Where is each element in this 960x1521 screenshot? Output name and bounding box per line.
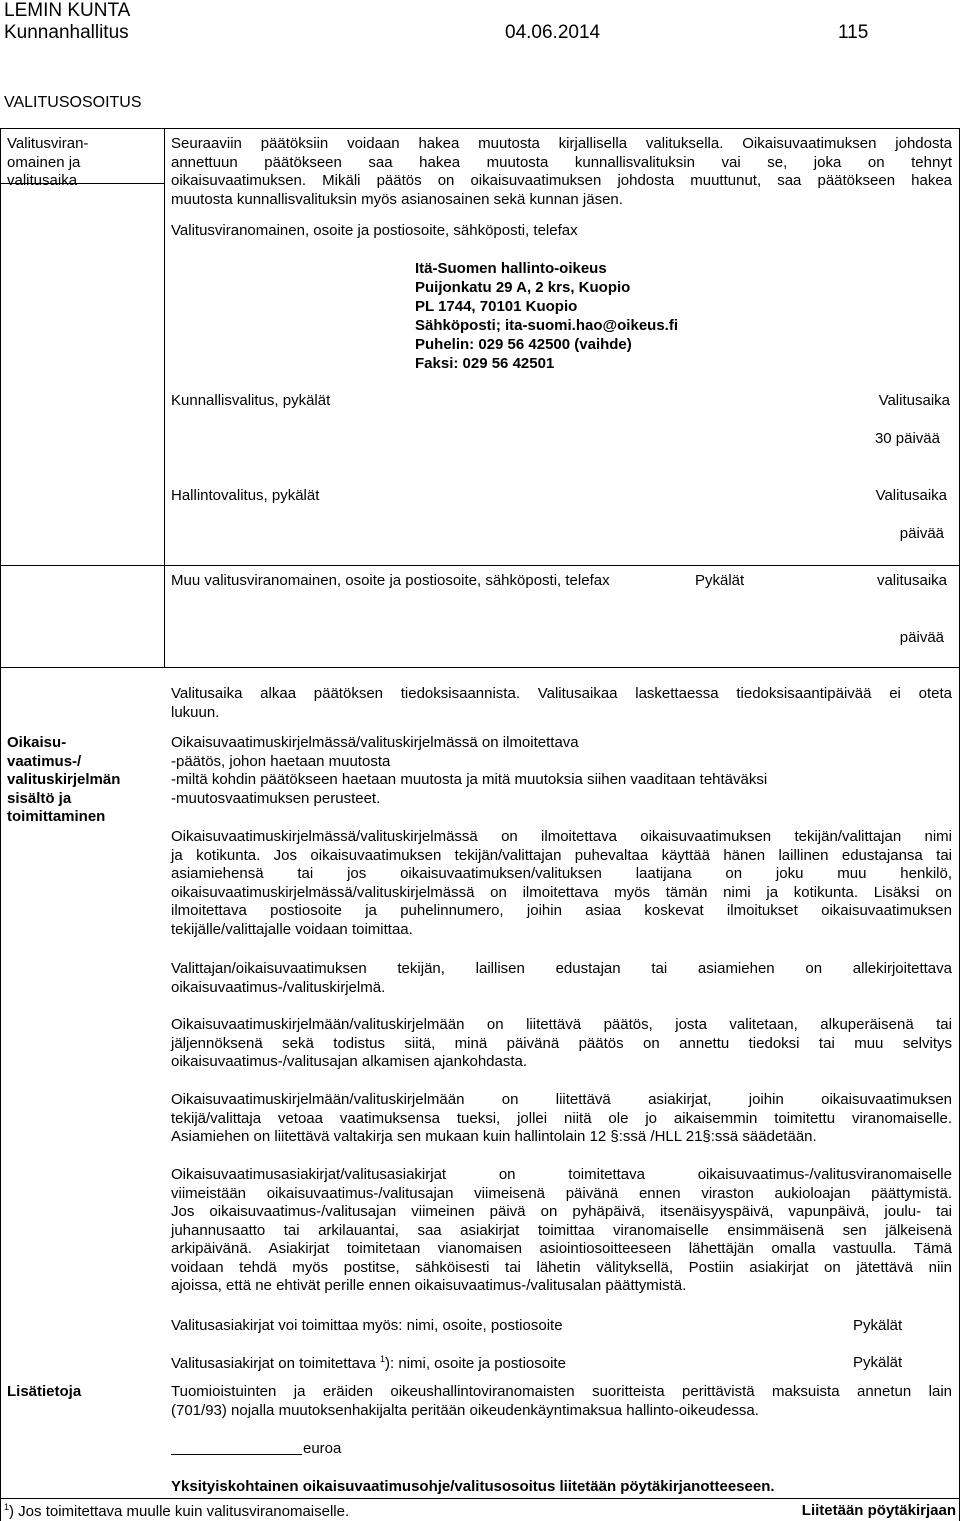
column-divider (164, 128, 165, 565)
fee-paragraph: Tuomioistuinten ja eräiden oikeushallintoviranomaisten suoritteista perittävistä maksuista annetun lain (701/93) nojalla muutoksenhakijalta peritään oikeudenkäyntimaksua hallinto-oikeudessa. (171, 1383, 952, 1419)
municipal-appeal-label: Kunnallisvalitus, pykälät (171, 392, 331, 409)
footnote: $^1$) Jos toimitettava muulle kuin valitusviranomaiselle. (4, 1502, 350, 1520)
municipal-appeal-period-label: Valitusaika (878, 392, 950, 409)
footnote-ref: 1 (380, 1354, 386, 1364)
additional-info-label: Lisätietoja (7, 1383, 82, 1400)
intro-paragraph: Seuraaviin päätöksiin voidaan hakea muutosta kirjallisella valituksella. Oikaisuvaatimuksen johdosta annettuun päätökseen saa hakea muutosta kunnallisvalituksin vai se, joka on tehnyt oikaisuvaatimuksen. Mikäli päätös on oikaisuvaatimuksen johdosta muuttunut, saa päätökseen hakea muutosta kunnallisvalituksin myös asianosainen sekä kunnan jäsen. (171, 135, 952, 208)
claim-content-list: Oikaisuvaatimuskirjelmässä/valituskirjelmässä on ilmoitettava -päätös, johon haetaan muutosta -miltä kohdin päätökseen haetaan muutosta ja mitä muutoksia siihen vaaditaan tehtäväksi -muutosvaatimuksen perusteet. (171, 734, 768, 807)
delivery-also-label: Valitusasiakirjat voi toimittaa myös: nimi, osoite, postiosoite (171, 1317, 563, 1334)
documents-paragraph: Oikaisuvaatimuskirjelmään/valituskirjelmään on liitettävä asiakirjat, joihin oikaisuvaatimuksen tekijä/valittaja vetoaa vaatimuksensa tueksi, jollei niitä ole jo aikaisemmin toimitettu viranomaiselle. Asiamiehen on liitettävä valtakirja sen mukaan kuin hallintolain 12 §:ssä /HLL 21§:ssä säädetään. (171, 1091, 952, 1145)
delivery-to-sections: Pykälät (853, 1354, 903, 1371)
authority-po-box: PL 1744, 70101 Kuopio (415, 298, 578, 315)
signature-paragraph: Valittajan/oikaisuvaatimuksen tekijän, laillisen edustajan tai asiamiehen on allekirjoitettava oikaisuvaatimus-/valituskirjelmä. (171, 960, 952, 996)
page-number: 115 (838, 22, 869, 43)
claim-content-label: Oikaisu- vaatimus-/ valituskirjelmän sisältö ja toimittaminen (7, 734, 121, 825)
authority-street: Puijonkatu 29 A, 2 krs, Kuopio (415, 279, 631, 296)
detailed-instructions: Yksityiskohtainen oikaisuvaatimusohje/valitusosoitus liitetään pöytäkirjanotteeseen. (171, 1478, 775, 1495)
authority-phone: Puhelin: 029 56 42500 (vaihde) (415, 336, 632, 353)
column-divider-2 (164, 565, 165, 667)
other-authority-label: Muu valitusviranomainen, osoite ja postiosoite, sähköposti, telefax (171, 572, 610, 589)
meeting-date: 04.06.2014 (505, 22, 601, 43)
fee-amount-line (171, 1454, 302, 1455)
document-title: VALITUSOSOITUS (4, 94, 142, 111)
admin-appeal-period-label: Valitusaika (875, 487, 947, 504)
authority-email: Sähköposti; ita-suomi.hao@oikeus.fi (415, 317, 678, 334)
authority-fax: Faksi: 029 56 42501 (415, 355, 555, 372)
authority-name: Itä-Suomen hallinto-oikeus (415, 260, 607, 277)
authority-heading: Valitusviranomainen, osoite ja postiosoite, sähköposti, telefax (171, 222, 578, 239)
fee-currency: euroa (303, 1440, 342, 1457)
municipal-appeal-period: 30 päivää (874, 430, 940, 447)
period-start-paragraph: Valitusaika alkaa päätöksen tiedoksisaannista. Valitusaikaa laskettaessa tiedoksisaantipäivää ei oteta lukuun. (171, 685, 952, 721)
delivery-paragraph: Oikaisuvaatimusasiakirjat/valitusasiakirjat on toimitettava oikaisuvaatimus-/valitusviranomaiselle viimeistään oikaisuvaatimus-/valitusajan viimeisenä päivänä ennen viraston aukioloajan päättymistä. Jos oikaisuvaatimus-/valitusajan viimeinen päivä on pyhäpäivä, itsenäisyyspäivä, vapunpäivä, joulu- tai juhannusaatto tai arkilauantai, saa asiakirjat toimittaa viranomaiselle ensimmäisenä sen jälkeisenä arkipäivänä. Asiakirjat toimitetaan vianomaisen asiointiosoitteeseen lähettäjän omalla vastuulla. Tämä voidaan tehdä myös postitse, sähköisesti tai lähetin välityksellä, Postiin asiakirjat on jätettävä niin ajoissa, että ne ehtivät perille ennen oikaisuvaatimus-/valitusalan päättymistä. (171, 1166, 952, 1294)
claimant-paragraph: Oikaisuvaatimuskirjelmässä/valituskirjelmässä on ilmoitettava oikaisuvaatimuksen tekijän/valittajan nimi ja kotikunta. Jos oikaisuvaatimuksen tekijän/valittajan puhevaltaa käyttää hänen laillinen edustajansa tai asiamiehensä tai jos oikaisuvaatimuksen/valituksen laatijana on joku muu henkilö, oikaisuvaatimuskirjelmässä/valituskirjelmässä on ilmoitettava myös tämän nimi ja kotikunta. Lisäksi on ilmoitettava postiosoite ja puhelinnumero, joihin asiaa koskevat ilmoitukset oikaisuvaatimuksen tekijälle/valittajalle voidaan toimittaa. (171, 828, 952, 938)
other-authority-period-label: valitusaika (876, 572, 947, 589)
row-divider (0, 565, 960, 566)
attachment-paragraph: Oikaisuvaatimuskirjelmään/valituskirjelmään on liitettävä päätös, josta valitetaan, alkuperäisenä tai jäljennöksenä sekä todistus siitä, minä päivänä päätös on annettu tiedoksi tai muu selvitys oikaisuvaatimus-/valitusajan alkamisen ajankohdasta. (171, 1016, 952, 1070)
body-name: Kunnanhallitus (4, 22, 129, 43)
delivery-also-sections: Pykälät (853, 1317, 903, 1334)
attachment-note: Liitetään pöytäkirjaan (801, 1502, 956, 1519)
municipality-name: LEMIN KUNTA (4, 0, 131, 21)
table-top-border (0, 128, 960, 129)
other-authority-period: päivää (899, 629, 944, 646)
row-divider-2 (0, 667, 960, 668)
table-left-border (0, 128, 1, 1521)
other-authority-sections: Pykälät (695, 572, 745, 589)
table-bottom-border (0, 1498, 960, 1499)
admin-appeal-period: päivää (899, 525, 944, 542)
appeal-authority-label: Valitusviran- omainen ja valitusaika (7, 135, 89, 189)
delivery-to-label: Valitusasiakirjat on toimitettava $^1$): nimi, osoite ja postiosoite (171, 1354, 566, 1372)
authority-address (415, 259, 678, 373)
admin-appeal-label: Hallintovalitus, pykälät (171, 487, 320, 504)
